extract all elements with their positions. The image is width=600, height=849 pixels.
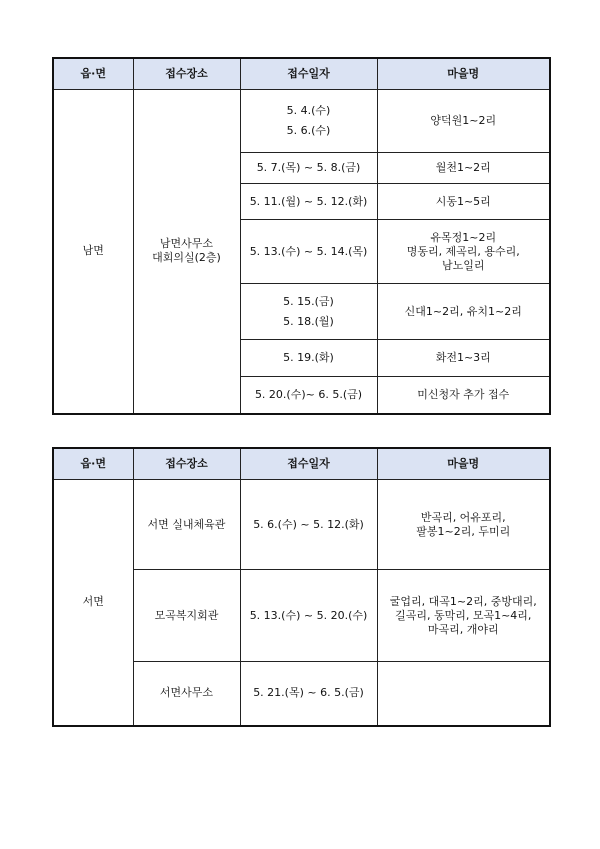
date-line: 5. 15.(금) [283,294,334,308]
dates-cell: 5. 7.(목) ~ 5. 8.(금) [240,153,377,184]
village-line: 남노일리 [441,258,485,272]
header-villages: 마을명 [377,58,550,90]
date-line: 5. 6.(수) [286,124,331,137]
villages-cell: 월천1~2리 [377,153,550,184]
village-line: 굴업리, 대곡1~2리, 중방대리, [389,594,537,608]
header-eup-myeon: 읍·면 [53,58,133,90]
region-cell: 남면 [53,90,133,414]
village-line: 반곡리, 어유포리, [420,510,506,524]
villages-cell [377,662,550,726]
place-cell: 서면사무소 [133,662,240,726]
place-line: 남면사무소 [159,237,214,251]
village-line: 팔봉1~2리, 두미리 [416,524,511,538]
villages-cell: 화전1~3리 [377,340,550,377]
header-row [53,448,550,480]
dates-cell: 5. 13.(수) ~ 5. 20.(수) [240,570,377,662]
header-villages: 마을명 [377,448,550,480]
villages-cell [377,570,550,662]
dates-cell: 5. 20.(수)~ 6. 5.(금) [240,377,377,414]
dates-cell: 5. 6.(수) ~ 5. 12.(화) [240,480,377,570]
village-line: 마곡리, 개야리 [427,622,499,636]
header-dates: 접수일자 [240,58,377,90]
village-line: 길곡리, 동막리, 모곡1~4리, [395,608,532,622]
table-row [53,480,550,570]
villages-cell: 시동1~5리 [377,184,550,220]
dates-cell [240,90,377,153]
villages-cell: 미신청자 추가 접수 [377,377,550,414]
dates-cell [240,284,377,340]
header-row [53,58,550,90]
villages-cell [377,480,550,570]
date-line: 5. 4.(수) [286,104,331,117]
region-cell: 서면 [53,480,133,726]
header-eup-myeon: 읍·면 [53,448,133,480]
villages-cell [377,220,550,284]
villages-cell: 양덕원1~2리 [377,90,550,153]
dates-cell: 5. 11.(월) ~ 5. 12.(화) [240,184,377,220]
date-line: 5. 18.(월) [283,314,334,328]
nam-myeon-schedule-table [52,57,551,415]
dates-cell: 5. 19.(화) [240,340,377,377]
seo-myeon-schedule-table [52,447,551,727]
header-place: 접수장소 [133,448,240,480]
table-row [53,90,550,153]
place-cell: 서면 실내체육관 [133,480,240,570]
villages-cell: 신대1~2리, 유치1~2리 [377,284,550,340]
village-line: 명동리, 제곡리, 용수리, [406,244,520,258]
header-dates: 접수일자 [240,448,377,480]
place-line: 대회의실(2층) [152,251,221,265]
village-line: 유목정1~2리 [430,230,497,244]
place-cell [133,90,240,414]
dates-cell: 5. 13.(수) ~ 5. 14.(목) [240,220,377,284]
dates-cell: 5. 21.(목) ~ 6. 5.(금) [240,662,377,726]
place-cell: 모곡복지회관 [133,570,240,662]
header-place: 접수장소 [133,58,240,90]
